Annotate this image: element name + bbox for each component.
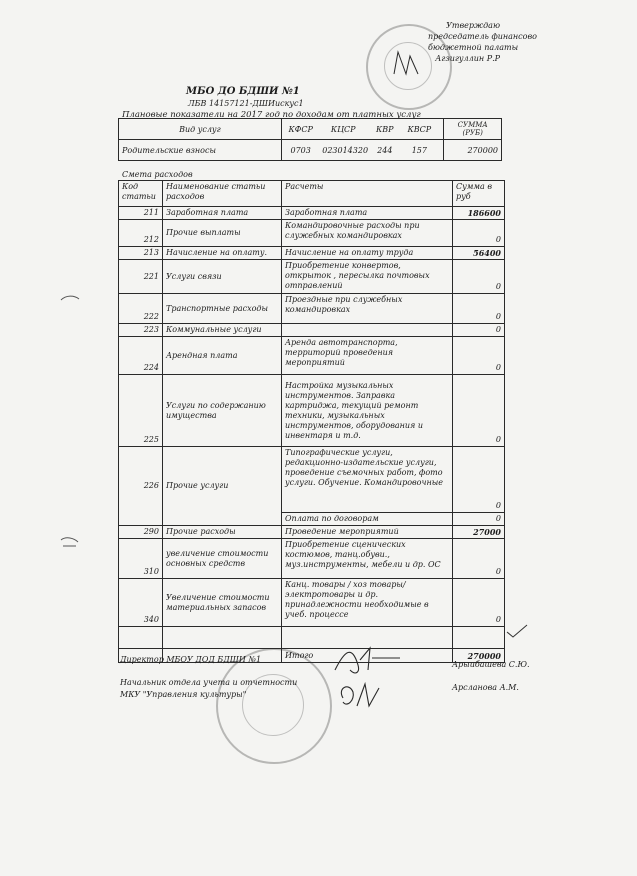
service-name: Родительские взносы [119, 140, 282, 161]
approval-signature [388, 44, 428, 84]
row-sum: 0 [453, 337, 505, 375]
approval-line-4: Агзигуллин Р.Р [435, 54, 500, 63]
expense-row-310 [119, 539, 505, 579]
row-sum: 0 [453, 447, 505, 513]
row-code: 226 [119, 447, 163, 526]
row-sum: 0 [453, 375, 505, 447]
chief-signature [335, 678, 395, 714]
director-name: Арыибашева С.Ю. [452, 660, 530, 669]
expense-table [118, 180, 505, 663]
total-label: Итого [282, 649, 453, 663]
chief-title-1: Начальник отдела учета и отчетности [120, 678, 298, 687]
header-calc: Расчеты [282, 181, 453, 207]
expense-row-221 [119, 260, 505, 294]
row-code: 223 [119, 324, 163, 337]
row-code: 221 [119, 260, 163, 294]
expense-row-empty [119, 627, 505, 649]
row-code: 212 [119, 220, 163, 247]
row-calc: Проездные при служебных командировках [282, 294, 453, 324]
header-code: Код статьи [119, 181, 163, 207]
row-calc: Настройка музыкальных инструментов. Заправка картриджа, текущий ремонт техники, музыкальных инструментов, оборудования и инвентаря и т.д. [282, 375, 453, 447]
row-calc [282, 324, 453, 337]
expense-row-212 [119, 220, 505, 247]
empty-cell [453, 627, 505, 649]
chief-title-2: МКУ "Управления культуры" [120, 690, 247, 699]
row-name: Начисление на оплату. [163, 247, 282, 260]
service-kcsr: 023014320 [322, 145, 369, 155]
expense-row-213 [119, 247, 505, 260]
row-calc-2: Оплата по договорам [282, 513, 453, 526]
header-kvr: КВР [376, 124, 394, 134]
service-sum: 270000 [444, 140, 502, 161]
row-calc: Заработная плата [282, 207, 453, 220]
chief-name: Арсланова А.М. [452, 683, 519, 692]
expense-row-225 [119, 375, 505, 447]
row-name: Арендная плата [163, 337, 282, 375]
services-header-name: Вид услуг [119, 119, 282, 140]
expense-row-211 [119, 207, 505, 220]
row-calc: Аренда автотранспорта, территорий проведения мероприятий [282, 337, 453, 375]
row-name: увеличение стоимости основных средств [163, 539, 282, 579]
service-kvsr: 157 [411, 145, 427, 155]
row-sum: 0 [453, 220, 505, 247]
row-name: Прочие расходы [163, 526, 282, 539]
row-calc: Приобретение конвертов, открыток , пересылка почтовых отправлений [282, 260, 453, 294]
row-sum: 0 [453, 324, 505, 337]
row-name: Прочие услуги [163, 447, 282, 526]
service-kvr: 244 [377, 145, 393, 155]
director-signature [330, 640, 410, 680]
services-header-row [119, 119, 502, 140]
empty-cell [119, 627, 163, 649]
expense-row-226 [119, 447, 505, 513]
row-calc: Типографические услуги, редакционно-издательские услуги, проведение съемочных работ, фото услуги. Обучение. Командировочные [282, 447, 453, 513]
row-code: 213 [119, 247, 163, 260]
services-table [118, 118, 502, 161]
lbv-code: ЛБВ 14157121-ДШИискус1 [188, 99, 304, 108]
empty-cell [163, 627, 282, 649]
services-header-codes [281, 119, 444, 140]
total-sum: 270000 [453, 649, 505, 663]
row-name: Заработная плата [163, 207, 282, 220]
service-kfsr: 0703 [290, 145, 311, 155]
row-code: 310 [119, 539, 163, 579]
row-code: 222 [119, 294, 163, 324]
row-calc: Приобретение сценических костюмов, танц.обуви., муз.инструменты, мебели и др. ОС [282, 539, 453, 579]
services-row [119, 140, 502, 161]
row-sum: 0 [453, 294, 505, 324]
row-name: Прочие выплаты [163, 220, 282, 247]
row-name: Транспортные расходы [163, 294, 282, 324]
expense-row-223 [119, 324, 505, 337]
header-name: Наименование статьи расходов [163, 181, 282, 207]
row-sum: 0 [453, 579, 505, 627]
plan-caption: Плановые показатели на 2017 год по доходам от платных услуг [122, 110, 421, 120]
expense-row-290 [119, 526, 505, 539]
row-code: 211 [119, 207, 163, 220]
row-name: Услуги связи [163, 260, 282, 294]
row-sum-2: 0 [453, 513, 505, 526]
row-sum: 0 [453, 539, 505, 579]
row-sum: 27000 [453, 526, 505, 539]
margin-mark [60, 536, 80, 550]
approval-block [428, 20, 537, 64]
row-sum: 186600 [453, 207, 505, 220]
row-code: 290 [119, 526, 163, 539]
expense-row-340 [119, 579, 505, 627]
row-sum: 56400 [453, 247, 505, 260]
row-calc: Канц. товары / хоз товары/ электротовары и др. принадлежности необходимые в учеб. процессе [282, 579, 453, 627]
check-mark-icon [506, 624, 528, 638]
document-title: МБО ДО БДШИ №1 [186, 86, 300, 97]
row-calc: Начисление на оплату труда [282, 247, 453, 260]
header-kfsr: КФСР [288, 124, 313, 134]
director-title: Директор МБОУ ДОД БДШИ №1 [120, 655, 262, 664]
row-name: Услуги по содержанию имущества [163, 375, 282, 447]
row-sum: 0 [453, 260, 505, 294]
row-calc: Командировочные расходы при служебных командировках [282, 220, 453, 247]
row-name: Коммунальные услуги [163, 324, 282, 337]
row-calc: Проведение мероприятий [282, 526, 453, 539]
expense-row-222 [119, 294, 505, 324]
row-name: Увеличение стоимости материальных запасов [163, 579, 282, 627]
smeta-caption: Смета расходов [122, 170, 193, 179]
header-kcsr: КЦСР [330, 124, 356, 134]
approval-line-2: председатель финансово [428, 32, 537, 41]
header-kvsr: КВСР [407, 124, 432, 134]
expense-row-224 [119, 337, 505, 375]
approval-line-3: бюджетной палаты [428, 43, 519, 52]
service-codes [281, 140, 444, 161]
header-sum: Сумма в руб [453, 181, 505, 207]
row-code: 340 [119, 579, 163, 627]
services-header-sum: СУММА (РУБ) [444, 119, 502, 140]
row-code: 225 [119, 375, 163, 447]
expense-header-row [119, 181, 505, 207]
row-code: 224 [119, 337, 163, 375]
approval-line-1: Утверждаю [446, 21, 500, 30]
margin-mark [60, 294, 80, 304]
